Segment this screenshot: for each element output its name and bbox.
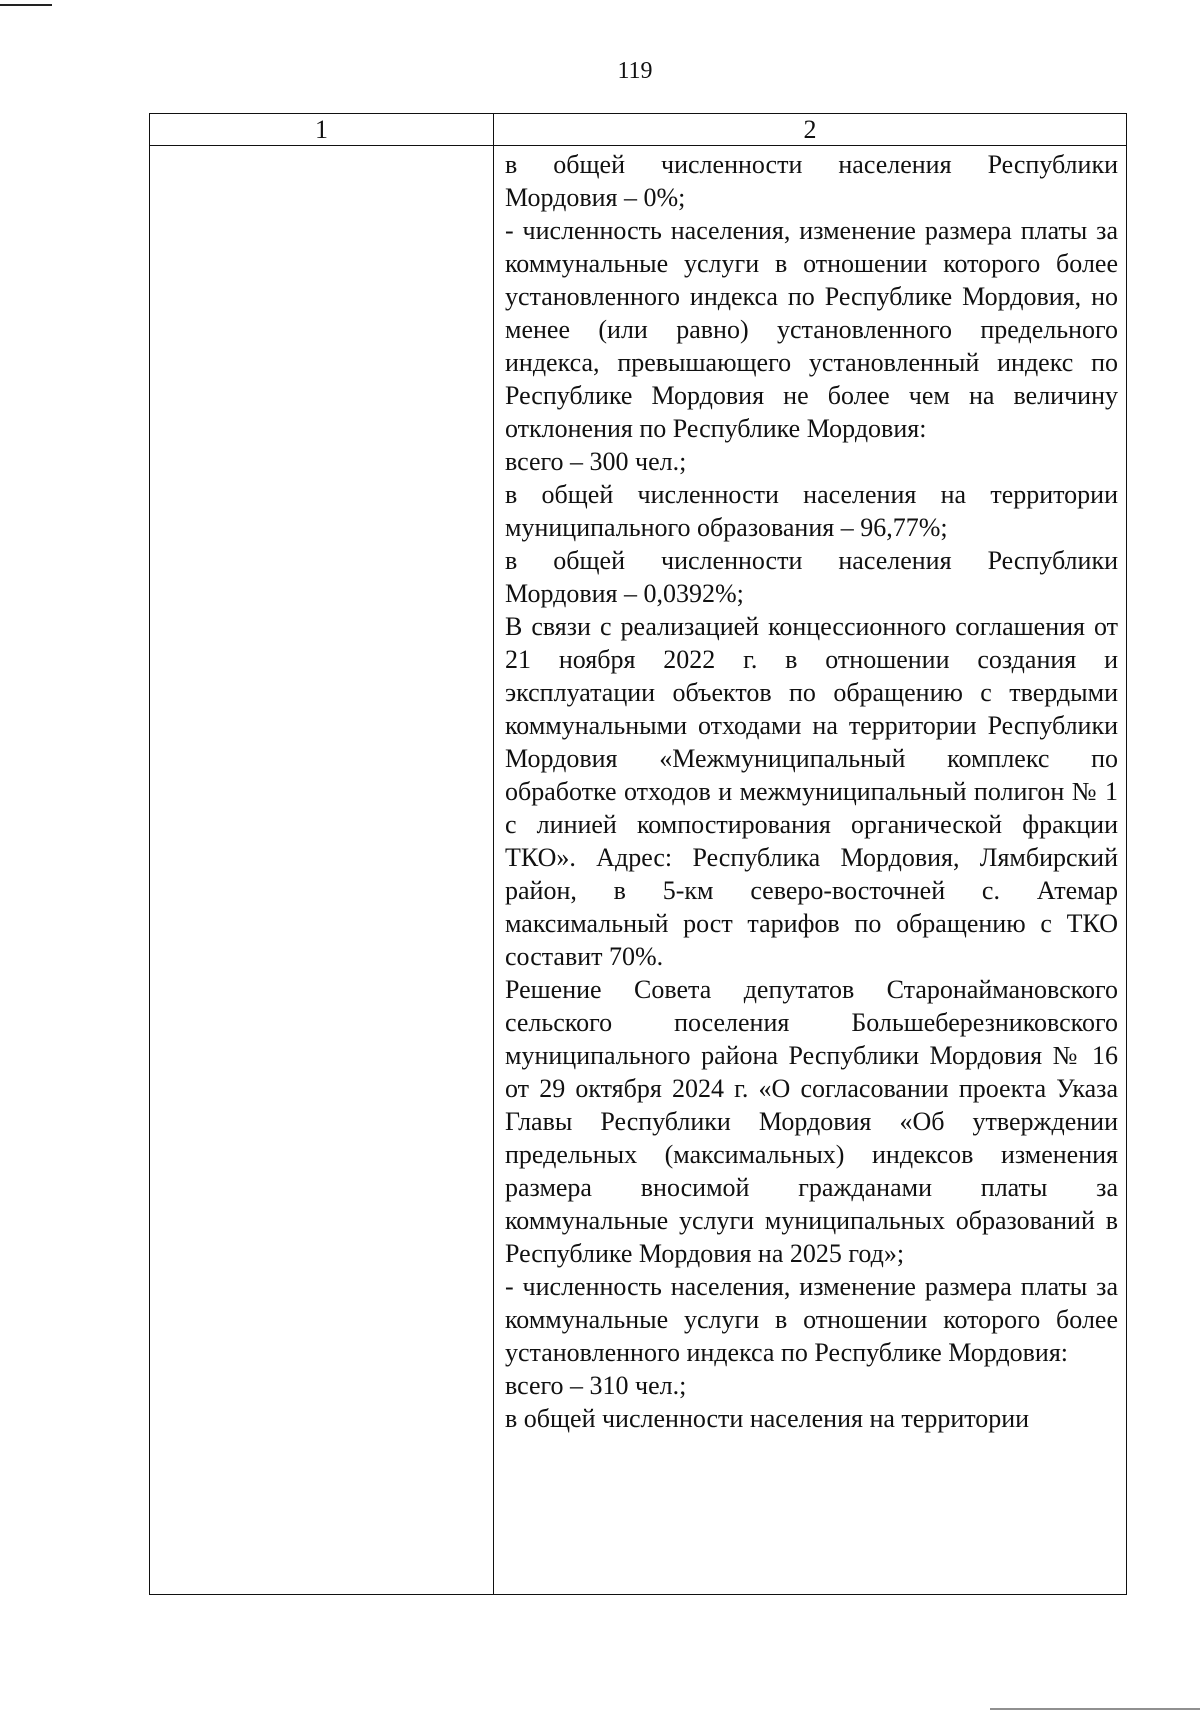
- column-2-cell: [494, 146, 1127, 1595]
- paragraph: - численность населения, изменение размера платы за коммунальные услуги в отношении которого более установленного индекса по Республике Мордовия, но менее (или равно) установленного предельного индекса, превышающего установленный индекс по Республике Мордовия не более чем на величину отклонения по Республике Мордовия:: [505, 216, 1118, 443]
- paragraph: всего – 310 чел.;: [505, 1371, 687, 1400]
- paragraph: - численность населения, изменение размера платы за коммунальные услуги в отношении которого более установленного индекса по Республике Мордовия:: [505, 1272, 1118, 1367]
- paragraph: в общей численности населения Республики Мордовия – 0,0392%;: [505, 546, 1118, 608]
- paragraph: в общей численности населения на территории: [505, 1404, 1030, 1433]
- column-1-cell: [150, 146, 494, 1595]
- scan-edge-mark: [0, 4, 52, 6]
- scan-edge-mark: [990, 1708, 1200, 1710]
- column-header-2: 2: [494, 114, 1127, 146]
- table-body-row: [150, 146, 1127, 1595]
- column-header-1: 1: [150, 114, 494, 146]
- column-2-content: [494, 146, 1126, 1435]
- paragraph: в общей численности населения на территории муниципального образования – 96,77%;: [505, 480, 1118, 542]
- paragraph: в общей численности населения Республики Мордовия – 0%;: [505, 150, 1118, 212]
- table-header-row: [150, 114, 1127, 146]
- paragraph: В связи с реализацией концессионного соглашения от 21 ноября 2022 г. в отношении создания и эксплуатации объектов по обращению с твердыми коммунальными отходами на территории Республики Мордовия «Межмуниципальный комплекс по обработке отходов и межмуниципальный полигон № 1 с линией компостирования органической фракции ТКО». Адрес: Республика Мордовия, Лямбирский район, в 5-км северо-восточней с. Атемар максимальный рост тарифов по обращению с ТКО составит 70%.: [505, 612, 1118, 971]
- paragraph: всего – 300 чел.;: [505, 447, 687, 476]
- paragraph: Решение Совета депутатов Старонаймановского сельского поселения Большеберезниковского муниципального района Республики Мордовия № 16 от 29 октября 2024 г. «О согласовании проекта Указа Главы Республики Мордовия «Об утверждении предельных (максимальных) индексов изменения размера вносимой гражданами платы за коммунальные услуги муниципальных образований в Республике Мордовия на 2025 год»;: [505, 975, 1118, 1268]
- page-number: 119: [617, 58, 653, 84]
- document-table: [149, 113, 1127, 1595]
